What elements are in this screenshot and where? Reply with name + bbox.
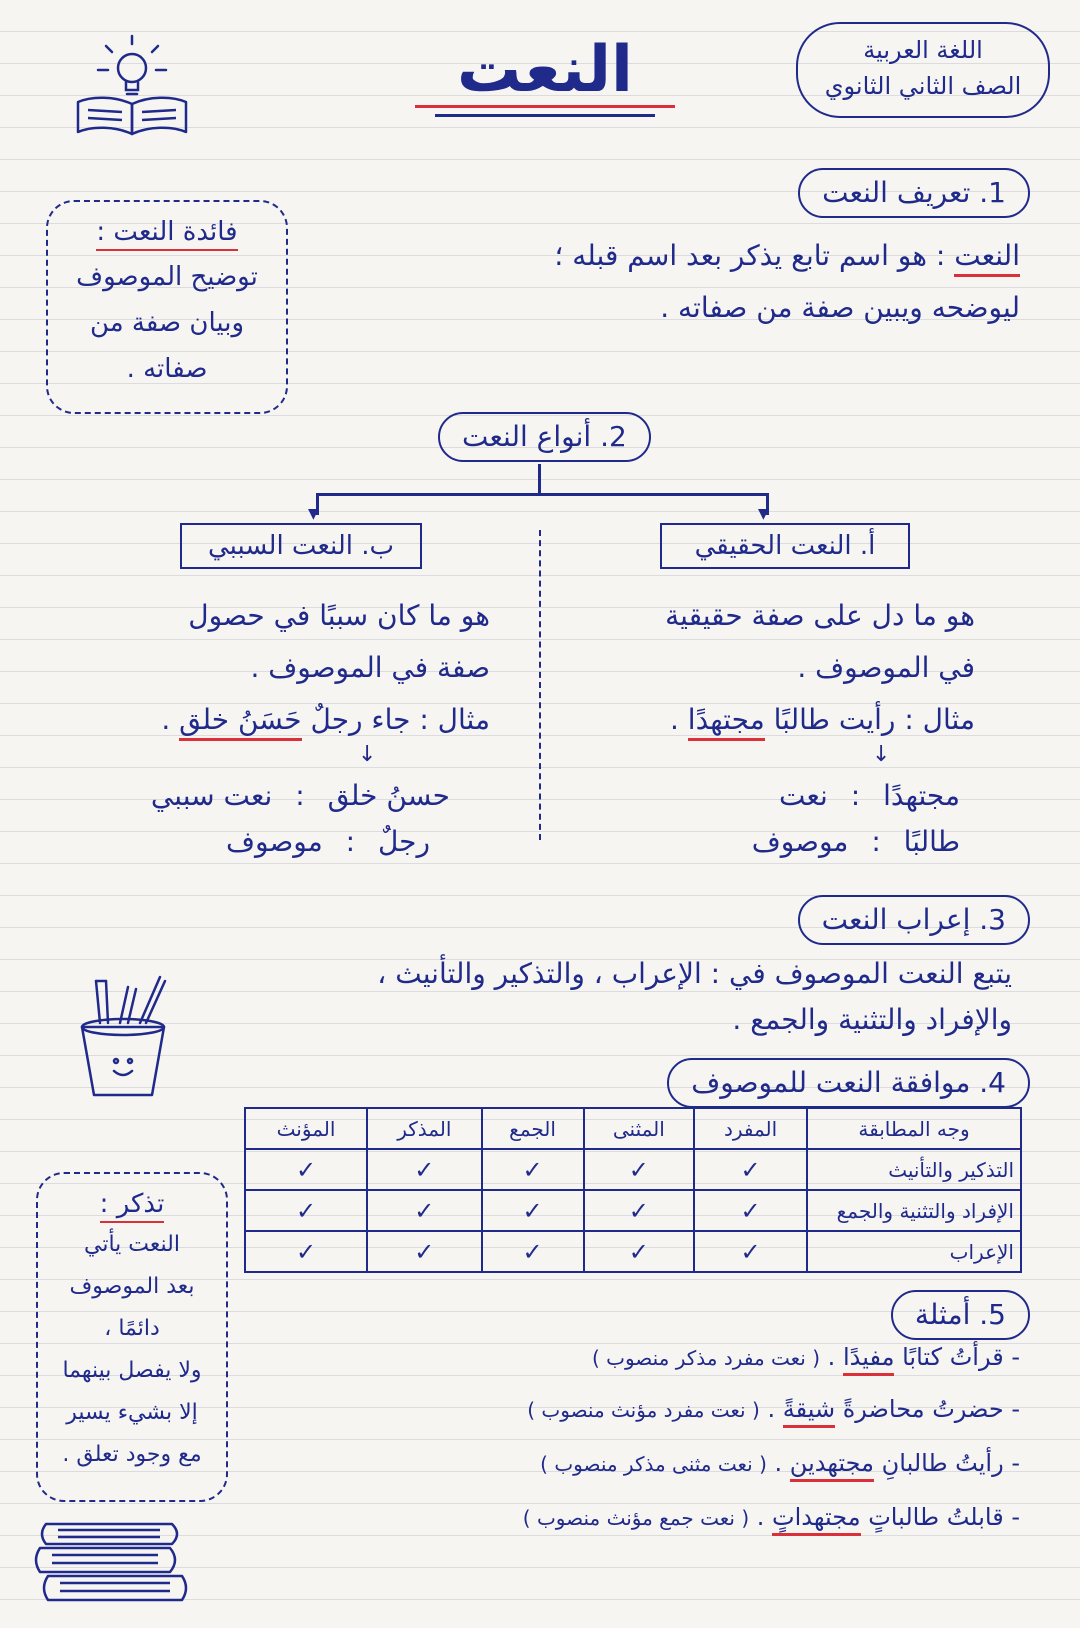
check-mark: ✓: [245, 1231, 367, 1272]
example-row: [540, 1440, 1020, 1487]
example-prefix: حضرتُ محاضرةً: [842, 1395, 1004, 1423]
real-def-line1: هو ما دل على صفة حقيقية: [665, 599, 975, 632]
benefit-title: فائدة النعت :: [96, 217, 237, 251]
check-mark: ✓: [482, 1190, 584, 1231]
parse-sep: :: [871, 825, 881, 858]
page-title: النعت: [457, 33, 633, 107]
benefit-line2: وبيان صفة من: [89, 308, 245, 338]
parse-sep: :: [850, 779, 861, 812]
check-mark: ✓: [245, 1190, 367, 1231]
arrow-down-icon: ▼: [758, 506, 769, 522]
causal-example: [161, 694, 490, 746]
example-suffix: .: [767, 1395, 776, 1423]
real-adjective-title: أ. النعت الحقيقي: [660, 523, 910, 569]
example-adjective: حَسَنُ خلق: [179, 703, 301, 741]
example-dash: -: [1011, 1449, 1020, 1477]
remember-line: إلا بشيء يسير: [66, 1400, 198, 1425]
table-header: وجه المطابقة: [807, 1108, 1021, 1149]
check-mark: ✓: [367, 1190, 482, 1231]
check-mark: ✓: [482, 1231, 584, 1272]
check-mark: ✓: [584, 1231, 695, 1272]
subject-name: اللغة العربية: [863, 36, 983, 64]
remember-line: النعت يأتي: [84, 1232, 180, 1257]
example-note: ( نعت جمع مؤنث منصوب ): [522, 1506, 750, 1530]
example-note: ( نعت مفرد مؤنث منصوب ): [527, 1398, 760, 1422]
remember-line: مع وجود تعلق .: [62, 1442, 202, 1467]
parse-word: طالبًا: [903, 825, 960, 858]
causal-def-line1: هو ما كان سببًا في حصول: [188, 599, 490, 632]
remember-line: ولا يفصل بينهما: [62, 1358, 202, 1383]
check-mark: ✓: [245, 1149, 367, 1190]
parse-word: حسنُ خلق: [327, 779, 450, 812]
table-header: المذكر: [367, 1108, 482, 1149]
definition-text: : هو اسم تابع يذكر بعد اسم قبله ؛: [554, 239, 946, 272]
example-adjective: مجتهدًا: [688, 703, 765, 741]
parse-role: موصوف: [225, 825, 323, 858]
benefit-line3: صفاته .: [126, 354, 208, 384]
parse-role: نعت: [779, 779, 828, 812]
real-parse2: [752, 816, 960, 868]
parse-word: رجلٌ: [377, 825, 430, 858]
causal-parse1: [151, 770, 450, 822]
example-note: ( نعت مفرد مذكر منصوب ): [591, 1346, 821, 1370]
remember-title: تذكر :: [100, 1189, 165, 1223]
example-row: [527, 1386, 1020, 1433]
benefit-line1: توضيح الموصوف: [76, 262, 258, 292]
example-suffix: .: [756, 1503, 765, 1531]
example-note: ( نعت مثنى مذكر منصوب ): [540, 1452, 767, 1476]
example-prefix: رأيت طالبًا: [773, 703, 896, 736]
example-row: [592, 1334, 1020, 1381]
example-dash: -: [1011, 1343, 1020, 1371]
check-mark: ✓: [367, 1231, 482, 1272]
example-suffix: .: [827, 1343, 836, 1371]
arrow-down-icon: ↓: [872, 742, 891, 767]
example-dash: -: [1011, 1503, 1020, 1531]
check-mark: ✓: [584, 1149, 695, 1190]
example-prefix: قرأتُ كتابًا: [902, 1343, 1004, 1371]
table-header-row: [245, 1108, 1021, 1149]
example-prefix: قابلتُ طالباتٍ: [868, 1503, 1004, 1531]
example-adjective: مفيدًا: [843, 1343, 895, 1376]
arrow-down-icon: ▼: [308, 506, 319, 522]
check-mark: ✓: [694, 1149, 807, 1190]
benefit-note: [46, 200, 288, 414]
example-adjective: مجتهداتٍ: [772, 1503, 861, 1536]
causal-adjective-title: ب. النعت السببي: [180, 523, 422, 569]
check-mark: ✓: [694, 1190, 807, 1231]
remember-line: دائمًا ،: [104, 1316, 160, 1341]
example-suffix: .: [669, 703, 679, 736]
real-parse1: [779, 770, 960, 822]
row-label: الإعراب: [807, 1231, 1021, 1272]
example-adjective: مجتهدين: [790, 1449, 874, 1482]
causal-parse2: [226, 816, 430, 868]
section5-heading: 5. أمثلة: [891, 1290, 1030, 1340]
real-example: [670, 694, 975, 746]
table-header: المؤنث: [245, 1108, 367, 1149]
tree-branch: [316, 493, 768, 496]
parse-word: مجتهدًا: [883, 779, 960, 812]
table-row: [245, 1231, 1021, 1272]
agreement-table: [244, 1107, 1022, 1273]
section1-heading: 1. تعريف النعت: [798, 168, 1030, 218]
book-stack-icon: [32, 1510, 192, 1610]
check-mark: ✓: [367, 1149, 482, 1190]
table-row: [245, 1190, 1021, 1231]
row-label: التذكير والتأنيث: [807, 1149, 1021, 1190]
example-suffix: .: [774, 1449, 783, 1477]
pencil-cup-icon: [72, 975, 182, 1105]
parse-sep: :: [345, 825, 356, 858]
parse-role: موصوف: [751, 825, 849, 858]
title-underline: [415, 105, 675, 119]
real-def-line2: في الموصوف .: [797, 651, 975, 684]
example-prefix: جاء رجلٌ: [310, 703, 411, 736]
example-label: مثال :: [419, 703, 490, 736]
remember-line: بعد الموصوف: [69, 1274, 195, 1299]
section3-line1: يتبع النعت الموصوف في : الإعراب ، والتذكير والتأنيث ،: [377, 957, 1012, 990]
example-suffix: .: [161, 703, 171, 736]
check-mark: ✓: [482, 1149, 584, 1190]
section3-line2: والإفراد والتثنية والجمع .: [732, 1003, 1012, 1036]
section4-heading: 4. موافقة النعت للموصوف: [667, 1058, 1030, 1108]
parse-role: نعت سببي: [150, 779, 273, 812]
example-row: [523, 1494, 1020, 1541]
grade-level: الصف الثاني الثانوي: [824, 72, 1022, 100]
example-dash: -: [1011, 1395, 1020, 1423]
column-divider: [539, 530, 541, 840]
table-header: المفرد: [694, 1108, 807, 1149]
row-label: الإفراد والتثنية والجمع: [807, 1190, 1021, 1231]
subject-cloud: [796, 22, 1050, 118]
table-header: المثنى: [584, 1108, 695, 1149]
check-mark: ✓: [584, 1190, 695, 1231]
remember-note: [36, 1172, 228, 1502]
example-label: مثال :: [904, 703, 975, 736]
open-book-icon: [70, 92, 200, 142]
section2-heading: 2. أنواع النعت: [438, 412, 651, 462]
example-adjective: شيقةً: [783, 1395, 835, 1428]
definition-line2: ليوضحه ويبين صفة من صفاته .: [660, 291, 1020, 324]
arrow-down-icon: ↓: [358, 742, 377, 767]
tree-stem: [538, 464, 541, 494]
term-nat: النعت: [954, 239, 1020, 277]
parse-sep: :: [295, 779, 305, 812]
table-header: الجمع: [482, 1108, 584, 1149]
example-prefix: رأيتُ طالبانِ: [881, 1449, 1004, 1477]
causal-def-line2: صفة في الموصوف .: [250, 651, 490, 684]
definition-line1: [554, 230, 1020, 282]
section3-heading: 3. إعراب النعت: [798, 895, 1030, 945]
table-row: [245, 1149, 1021, 1190]
check-mark: ✓: [694, 1231, 807, 1272]
